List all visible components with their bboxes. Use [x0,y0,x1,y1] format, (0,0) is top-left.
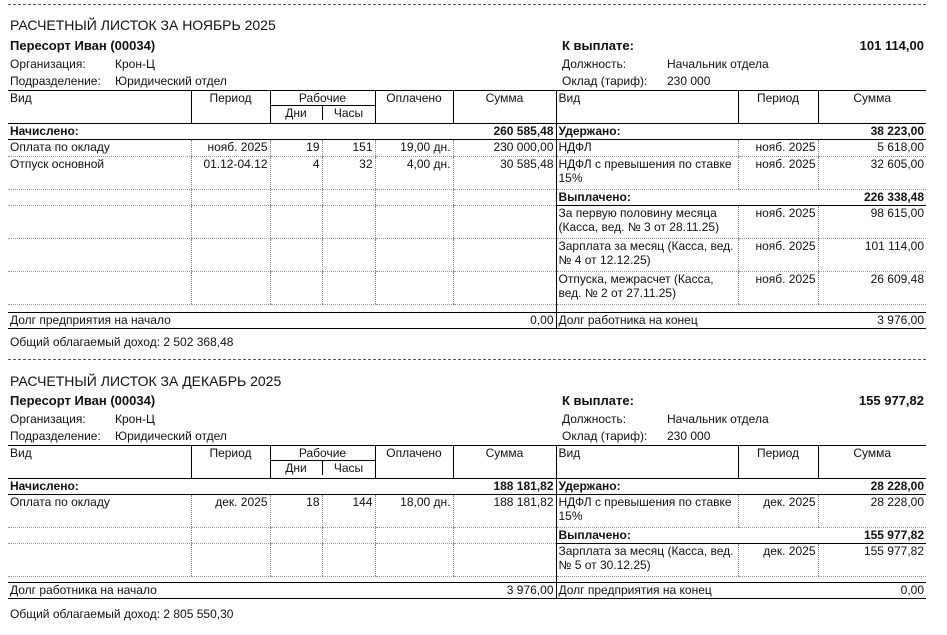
table-row [8,272,926,305]
withheld-total: 38 223,00 [818,124,926,140]
payout-period: дек. 2025 [738,544,818,577]
payslip-table [8,445,926,599]
withheld-label: Удержано: [556,124,818,140]
col-sum-right: Сумма [818,446,926,479]
org-value: Крон-Ц [115,57,155,71]
payout-vid: Зарплата за месяц (Касса, вед. № 5 от 30.12.25) [556,544,738,577]
pay-amount: 101 114,00 [859,38,924,53]
accrual-vid: Оплата по окладу [8,140,191,157]
debt-start-label: Долг предприятия на начало [8,313,453,329]
salary-value: 230 000 [667,429,711,443]
col-work [270,446,375,479]
accrued-total: 260 585,48 [453,124,556,140]
col-period-right: Период [738,446,818,479]
col-paid: Оплачено [375,446,453,479]
section-totals-row [8,479,926,495]
salary-label: Оклад (тариф): [562,429,648,443]
payout-sum: 101 114,00 [818,239,926,272]
withholding-vid: НДФЛ с превышения по ставке 15% [556,157,738,190]
debt-start-value: 3 976,00 [453,583,556,599]
payout-vid: Зарплата за месяц (Касса, вед. № 4 от 12.12.25) [556,239,738,272]
withholding-sum: 32 605,00 [818,157,926,190]
col-vid: Вид [8,91,191,124]
pay-amount: 155 977,82 [858,393,924,408]
table-row [8,190,926,206]
accrual-vid: Отпуск основной [8,157,191,190]
payout-period: нояб. 2025 [738,239,818,272]
accrual-days: 19 [270,140,322,157]
payout-period: нояб. 2025 [738,272,818,305]
payout-sum: 155 977,82 [818,544,926,577]
employee-name: Пересорт Иван (00034) [10,393,156,408]
payout-period: нояб. 2025 [738,206,818,239]
withheld-label: Удержано: [556,479,818,495]
position-label: Должность: [562,57,627,71]
table-row [8,239,926,272]
org-value: Крон-Ц [115,412,155,426]
accrual-sum: 188 181,82 [453,495,556,528]
col-sum: Сумма [453,91,556,124]
accrual-hours: 144 [322,495,375,528]
payout-sum: 26 609,48 [818,272,926,305]
withholding-period: дек. 2025 [738,495,818,528]
withholding-vid: НДФЛ с превышения по ставке 15% [556,495,738,528]
withholding-vid: НДФЛ [556,140,738,157]
dept-label: Подразделение: [10,74,101,88]
table-row [8,495,926,528]
debt-end-label: Долг предприятия на конец [556,583,818,599]
position-label: Должность: [562,412,627,426]
taxable-income: Общий облагаемый доход: 2 805 550,30 [10,607,234,621]
withholding-period: нояб. 2025 [738,157,818,190]
col-work-label: Рабочие [298,91,347,105]
col-vid: Вид [8,446,191,479]
withholding-sum: 5 618,00 [818,140,926,157]
debt-end-value: 3 976,00 [818,313,926,329]
accrual-days: 4 [270,157,322,190]
accrual-paid: 4,00 дн. [375,157,453,190]
col-vid-right: Вид [556,91,738,124]
table-row [8,544,926,577]
paidout-label: Выплачено: [556,190,818,206]
dept-label: Подразделение: [10,429,101,443]
dept-value: Юридический отдел [115,74,227,88]
col-paid: Оплачено [375,91,453,124]
withheld-total: 28 228,00 [818,479,926,495]
table-header [8,91,926,124]
debt-start-label: Долг работника на начало [8,583,453,599]
table-row [8,528,926,544]
debt-end-label: Долг работника на конец [556,313,818,329]
withholding-period: нояб. 2025 [738,140,818,157]
accrual-paid: 19,00 дн. [375,140,453,157]
accrued-total: 188 181,82 [453,479,556,495]
salary-label: Оклад (тариф): [562,74,648,88]
payout-sum: 98 615,00 [818,206,926,239]
withholding-sum: 28 228,00 [818,495,926,528]
col-vid-right: Вид [556,446,738,479]
paidout-total: 226 338,48 [818,190,926,206]
accrual-vid: Оплата по окладу [8,495,191,528]
position-value: Начальник отдела [667,57,769,71]
col-days: Дни [285,106,307,120]
debt-row [8,583,926,599]
table-header [8,446,926,479]
col-work [270,91,375,124]
accrual-period: 01.12-04.12 [191,157,270,190]
org-label: Организация: [10,412,86,426]
accrual-days: 18 [270,495,322,528]
employee-name: Пересорт Иван (00034) [10,38,156,53]
col-hours: Часы [322,106,375,120]
payslip-table [8,90,926,329]
accrual-sum: 230 000,00 [453,140,556,157]
taxable-income: Общий облагаемый доход: 2 502 368,48 [10,335,234,349]
section-totals-row [8,124,926,140]
accrued-label: Начислено: [8,479,453,495]
sheet-separator [8,359,926,360]
table-row [8,140,926,157]
table-row [8,157,926,190]
col-work-label: Рабочие [298,446,347,460]
col-sum: Сумма [453,446,556,479]
pay-label: К выплате: [562,38,634,53]
pay-label: К выплате: [562,393,634,408]
paidout-total: 155 977,82 [818,528,926,544]
accrual-sum: 30 585,48 [453,157,556,190]
accrued-label: Начислено: [8,124,453,140]
debt-row [8,313,926,329]
col-period: Период [191,446,270,479]
payout-vid: Отпуска, межрасчет (Касса, вед. № 2 от 27.11.25) [556,272,738,305]
debt-start-value: 0,00 [453,313,556,329]
col-sum-right: Сумма [818,91,926,124]
accrual-period: дек. 2025 [191,495,270,528]
salary-value: 230 000 [667,74,711,88]
org-label: Организация: [10,57,86,71]
col-hours: Часы [322,461,375,475]
col-period: Период [191,91,270,124]
col-days: Дни [285,461,307,475]
dept-value: Юридический отдел [115,429,227,443]
debt-end-value: 0,00 [818,583,926,599]
paidout-label: Выплачено: [556,528,818,544]
accrual-paid: 18,00 дн. [375,495,453,528]
sheet-title: РАСЧЕТНЫЙ ЛИСТОК ЗА НОЯБРЬ 2025 [10,17,276,33]
col-period-right: Период [738,91,818,124]
accrual-hours: 32 [322,157,375,190]
sheet-title: РАСЧЕТНЫЙ ЛИСТОК ЗА ДЕКАБРЬ 2025 [10,373,282,389]
accrual-hours: 151 [322,140,375,157]
table-row [8,206,926,239]
accrual-period: нояб. 2025 [191,140,270,157]
position-value: Начальник отдела [667,412,769,426]
payout-vid: За первую половину месяца (Касса, вед. № 3 от 28.11.25) [556,206,738,239]
sheet-separator [8,4,926,5]
